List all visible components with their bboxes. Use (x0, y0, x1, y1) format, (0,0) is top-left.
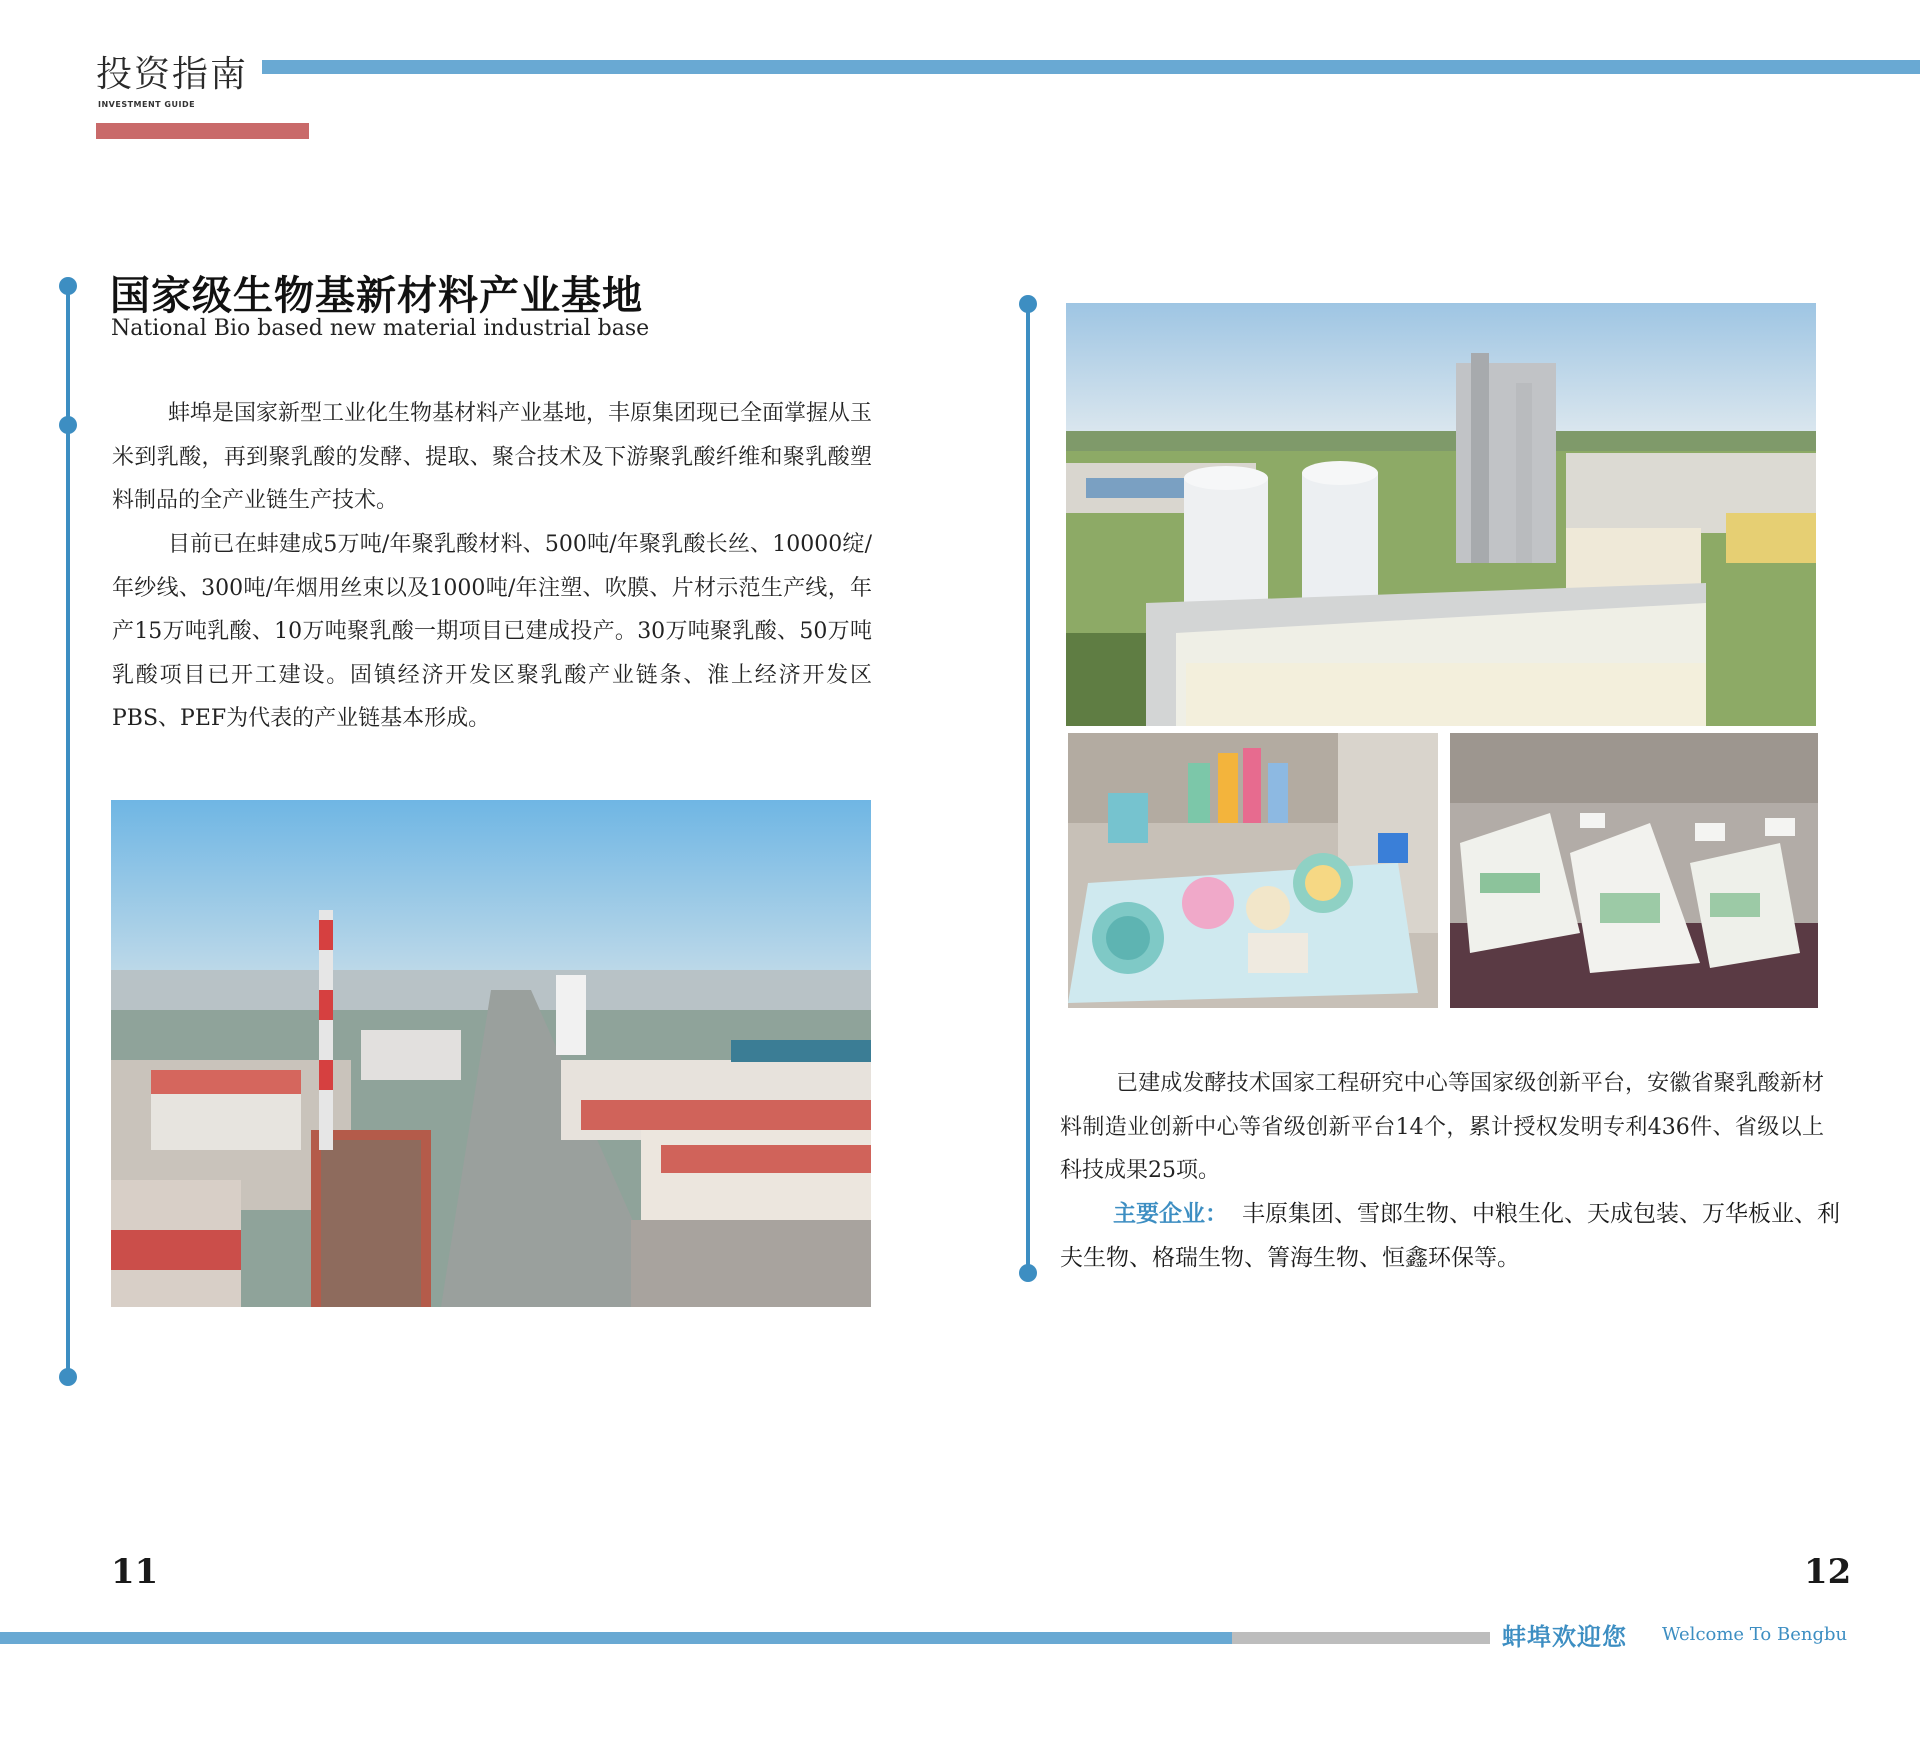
progress-paragraph: 目前已在蚌建成5万吨/年聚乳酸材料、500吨/年聚乳酸长丝、10000绽/年纱线、300吨/年烟用丝束以及1000吨/年注塑、吹膜、片材示范生产线，年产15万吨乳酸、10万吨聚乳酸一期项目已建成投产。30万吨聚乳酸、50万吨乳酸项目已开工建设。固镇经济开发区聚乳酸产业链条、淮上经济开发区PBS、PEF为代表的产业链基本形成。 (112, 532, 872, 731)
header-title: 投资指南 (96, 54, 249, 95)
footer-welcome-cn: 蚌埠欢迎您 (1502, 1622, 1627, 1651)
left-timeline-line (66, 286, 70, 1376)
intro-paragraph: 蚌埠是国家新型工业化生物基材料产业基地，丰原集团现已全面掌握从玉米到乳酸，再到聚乳酸的发酵、提取、聚合技术及下游聚乳酸纤维和聚乳酸塑料制品的全产业链生产技术。 (112, 401, 873, 513)
page-number-right: 12 (1804, 1552, 1852, 1592)
header-red-bar (96, 123, 309, 139)
footer-gray-bar (1232, 1632, 1490, 1644)
enterprises-label: 主要企业： (1113, 1201, 1228, 1227)
right-timeline-dot-bottom (1019, 1264, 1037, 1282)
main-enterprises (1060, 1192, 1850, 1280)
header-blue-bar (262, 60, 1920, 74)
pla-tableware-photo (1068, 733, 1438, 1008)
footer-blue-bar (0, 1632, 1232, 1644)
enterprises-list: 丰原集团、雪郎生物、中粮生化、天成包装、万华板业、利夫生物、格瑞生物、箐海生物、恒鑫环保等。 (1060, 1201, 1840, 1271)
biodegradable-bags-photo (1450, 733, 1818, 1008)
factory-plant-photo (1066, 303, 1816, 726)
left-timeline-dot-bottom (59, 1368, 77, 1386)
left-timeline-dot-mid (59, 416, 77, 434)
header-subtitle: INVESTMENT GUIDE (98, 100, 196, 109)
section-title: 国家级生物基新材料产业基地 (110, 272, 643, 319)
right-timeline-dot-top (1019, 295, 1037, 313)
right-timeline-line (1026, 303, 1030, 1273)
footer-welcome-en: Welcome To Bengbu (1662, 1624, 1848, 1645)
innovation-paragraph: 已建成发酵技术国家工程研究中心等国家级创新平台，安徽省聚乳酸新材料制造业创新中心等省级创新平台14个，累计授权发明专利436件、省级以上科技成果25项。 (1060, 1071, 1824, 1183)
page-number-left: 11 (111, 1552, 159, 1592)
section-subtitle: National Bio based new material industrial base (111, 316, 650, 341)
left-timeline-dot-top (59, 277, 77, 295)
industrial-park-aerial-photo (111, 800, 871, 1307)
